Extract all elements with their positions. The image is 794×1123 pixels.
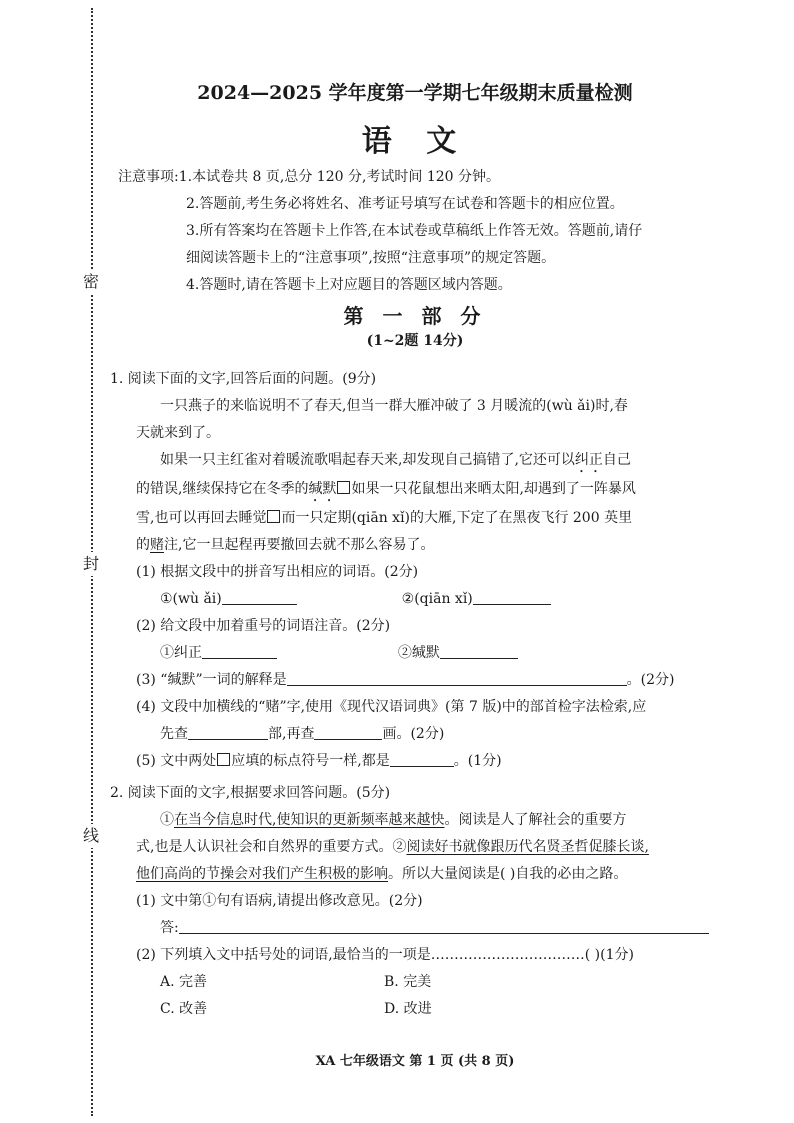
text-span: 应填的标点符号一样,都是	[231, 753, 390, 769]
text-span: 。(1分)	[453, 753, 502, 769]
q1-sub-2-answers	[110, 640, 715, 667]
part-subtitle: (1~2题 14分)	[366, 333, 464, 349]
note-line-1: 注意事项:1.本试卷共 8 页,总分 120 分,考试时间 120 分钟。	[118, 169, 501, 185]
answer-blank[interactable]	[473, 588, 551, 605]
answer-blank[interactable]	[440, 642, 518, 659]
q2-sub-1-answer	[110, 915, 715, 942]
q1-passage-line	[110, 532, 715, 559]
note-line-2: 2.答题前,考生务必将姓名、准考证号填写在试卷和答题卡的相应位置。	[186, 196, 624, 212]
answer-blank[interactable]	[202, 642, 277, 659]
question-2-stem: 2. 阅读下面的文字,根据要求回答问题。(5分)	[110, 785, 391, 801]
option-b[interactable]: B. 完美	[384, 974, 432, 990]
text-span: 。所以大量阅读是( )自我的必由之路。	[388, 866, 628, 882]
q1-sub-5	[110, 748, 715, 775]
margin-label-closed: 封	[80, 552, 102, 576]
option-c[interactable]: C. 改善	[160, 1001, 208, 1017]
emphasized-word-jiuzheng: 纠正	[574, 452, 603, 468]
text-span: (5) 文中两处	[136, 753, 217, 769]
answer-blank[interactable]	[390, 750, 454, 767]
text-span: 如果一只花鼠想出来晒太阳,却遇到了一阵暴风	[351, 481, 636, 497]
note-line-4: 4.答题时,请在答题卡上对应题目的答题区域内答题。	[186, 277, 512, 293]
q1-sub-2: (2) 给文段中加着重号的词语注音。(2分)	[136, 618, 391, 634]
q2-passage-line	[110, 807, 715, 834]
text-span: 而一只定期(qiān xǐ)的大雁,下定了在黑夜飞行 200 英里	[281, 510, 633, 526]
answer-label: 答:	[160, 920, 179, 936]
sentence-2-underlined: 阅读好书就像跟历代名贤圣哲促膝长谈,	[406, 839, 649, 855]
text-span: 先查	[160, 726, 188, 742]
answer-blank[interactable]	[314, 723, 382, 740]
q1-passage-line: 天就来到了。	[136, 425, 220, 441]
exam-title: 2024—2025 学年度第一学期七年级期末质量检测	[197, 82, 633, 104]
q1-passage-line	[110, 447, 715, 476]
text-span: 部,再查	[268, 726, 315, 742]
emphasized-word-jianmo: 缄默	[308, 481, 337, 497]
answer-label: ②缄默	[397, 645, 440, 661]
text-span: 式,也是人认识社会和自然界的重要方式。②	[136, 839, 407, 855]
note-line-3: 3.所有答案均在答题卡上作答,在本试卷或草稿纸上作答无效。答题前,请仔	[186, 223, 643, 239]
page-footer: XA 七年级语文 第 1 页 (共 8 页)	[315, 1054, 515, 1069]
text-span: 画。(2分)	[382, 726, 445, 742]
text-span: ①	[160, 812, 174, 828]
part-title: 第 一 部 分	[343, 304, 487, 328]
text-span: 。(2分)	[626, 672, 675, 688]
text-span: 雪,也可以再回去睡觉	[136, 510, 267, 526]
margin-label-line: 线	[80, 824, 102, 848]
answer-label: ①(wù ǎi)	[160, 591, 222, 607]
text-span: (3) “缄默”一词的解释是	[136, 672, 287, 688]
note-line-3-cont: 细阅读答题卡上的“注意事项”,按照“注意事项”的规定答题。	[186, 250, 556, 266]
punctuation-box	[217, 753, 230, 766]
notes-section	[118, 164, 718, 299]
question-1-stem: 1. 阅读下面的文字,回答后面的问题。(9分)	[110, 371, 377, 387]
subject-title: 语 文	[361, 124, 469, 159]
q1-sub-4-cont	[110, 721, 715, 748]
q2-options-row-1	[110, 969, 715, 996]
q1-passage-line	[110, 476, 715, 505]
q2-passage-line	[110, 834, 715, 861]
question-1	[110, 366, 715, 775]
text-span: 。阅读是人了解社会的重要方	[444, 812, 627, 828]
answer-blank[interactable]	[222, 588, 297, 605]
q1-passage-line: 一只燕子的来临说明不了春天,但当一群大雁冲破了 3 月暖流的(wù ǎi)时,春	[160, 398, 628, 414]
text-span: 的	[136, 537, 150, 553]
exam-page	[110, 0, 720, 1123]
option-d[interactable]: D. 改进	[384, 1001, 432, 1017]
text-span: 自己	[602, 452, 631, 468]
q2-passage-line	[110, 861, 715, 888]
text-span: 注,它一旦起程再要撤回去就不那么容易了。	[164, 537, 435, 553]
answer-blank[interactable]	[188, 723, 268, 740]
text-span: 的错误,继续保持它在冬季的	[136, 481, 309, 497]
q2-sub-2: (2) 下列填入文中括号处的词语,最恰当的一项是……………………………( )(1分)	[136, 947, 634, 963]
answer-blank[interactable]	[287, 669, 627, 686]
question-2	[110, 780, 715, 1023]
q1-passage-line	[110, 505, 715, 532]
q2-options-row-2	[110, 996, 715, 1023]
sentence-1-underlined: 在当今信息时代,使知识的更新频率越来越快	[174, 812, 445, 828]
option-a[interactable]: A. 完善	[160, 974, 208, 990]
q1-sub-4: (4) 文段中加横线的“赌”字,使用《现代汉语词典》(第 7 版)中的部首检字法检索,应	[136, 699, 647, 715]
q2-sub-1: (1) 文中第①句有语病,请提出修改意见。(2分)	[136, 893, 423, 909]
answer-label: ②(qiān xǐ)	[401, 591, 473, 607]
text-span: 如果一只主红雀对着暖流歌唱起春天来,却发现自己搞错了,它还可以	[160, 452, 575, 468]
underlined-word-du: 赌	[150, 537, 164, 553]
answer-blank[interactable]	[179, 917, 709, 934]
punctuation-box	[337, 481, 350, 494]
q1-sub-1: (1) 根据文段中的拼音写出相应的词语。(2分)	[136, 564, 419, 580]
sentence-2-underlined-cont: 他们高尚的节操会对我们产生积极的影响	[136, 866, 388, 882]
q1-sub-1-answers	[110, 586, 715, 613]
margin-label-seal: 密	[80, 270, 102, 294]
punctuation-box	[267, 510, 280, 523]
q1-sub-3	[110, 667, 715, 694]
answer-label: ①纠正	[160, 645, 202, 661]
